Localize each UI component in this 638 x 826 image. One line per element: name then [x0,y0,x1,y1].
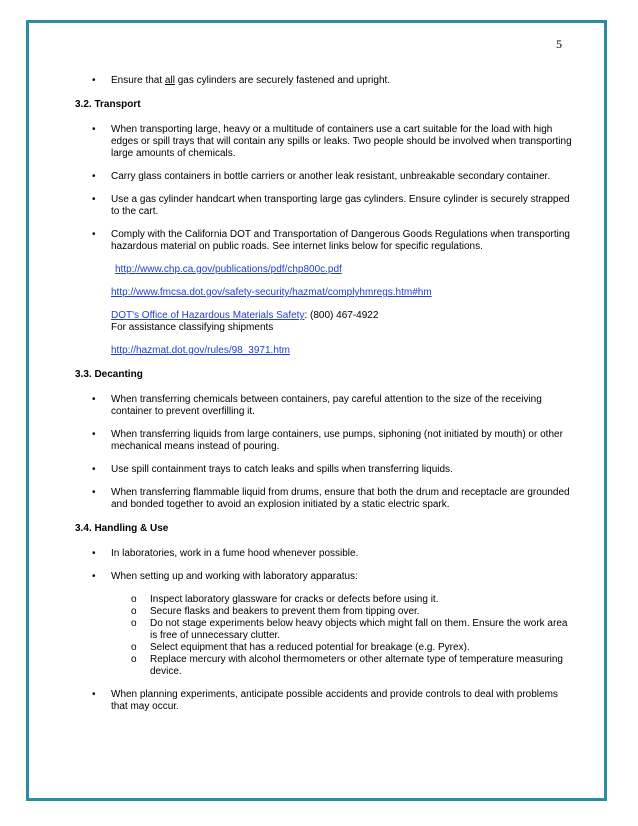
sub-item [75,654,575,678]
bullet-glyph: • [92,464,96,475]
bullet-glyph: • [92,229,96,240]
dot-note: For assistance classifying shipments [111,322,274,333]
bullet-glyph: • [92,124,96,135]
link-hazmat [75,345,575,357]
sub-item-text: Secure flasks and beakers to prevent them from tipping over. [150,606,420,617]
heading-decanting: 3.3. Decanting [75,369,143,380]
hazmat-link[interactable]: http://hazmat.dot.gov/rules/98_3971.htm [111,345,290,356]
dot-office-link[interactable]: DOT's Office of Hazardous Materials Safety [111,310,305,321]
document-body [75,75,575,713]
sub-glyph: o [131,618,137,629]
transport-bullet-text: Use a gas cylinder handcart when transporting large gas cylinders. Ensure cylinder is securely strapped to the cart. [111,194,570,217]
handling-bullet [75,689,575,713]
handling-bullet-text: In laboratories, work in a fume hood whenever possible. [111,548,359,559]
transport-bullet [75,229,575,253]
handling-bullet-text: When setting up and working with laboratory apparatus: [111,571,358,582]
bullet-text-emphasis: all [164,75,175,86]
bullet-glyph: • [92,689,96,700]
bullet-glyph: • [92,394,96,405]
transport-bullet [75,171,575,183]
decanting-bullet [75,487,575,511]
sub-glyph: o [131,654,137,665]
sub-item [75,642,575,654]
sub-item [75,618,575,642]
bullet-glyph: • [92,487,96,498]
link-chp [75,264,575,276]
decanting-bullet-text: When transferring flammable liquid from drums, ensure that both the drum and receptacle are grounded and bonded together to avoid an explosion initiated by a static electric spark. [111,487,570,510]
transport-bullet-text: Comply with the California DOT and Transportation of Dangerous Goods Regulations when transporting hazardous material on public roads. See internet links below for specific regulations. [111,229,570,252]
decanting-bullet [75,464,575,476]
decanting-bullet-text: Use spill containment trays to catch leaks and spills when transferring liquids. [111,464,453,475]
heading-transport: 3.2. Transport [75,99,141,110]
page-number: 5 [556,37,562,51]
bullet-glyph: • [92,548,96,559]
sub-item [75,606,575,618]
sub-item-text: Select equipment that has a reduced potential for breakage (e.g. Pyrex). [150,642,470,653]
link-fmcsa [75,287,575,299]
transport-bullet-text: When transporting large, heavy or a multitude of containers use a cart suitable for the load with high edges or spill trays that will contain any spills or leaks. Two people should be involved when transporting large amounts of chemicals. [111,124,572,159]
decanting-bullet-text: When transferring liquids from large containers, use pumps, siphoning (not initiated by mouth) or other mechanical means instead of pouring. [111,429,563,452]
dot-office-line [75,310,575,334]
bullet-glyph: • [92,571,96,582]
sub-glyph: o [131,642,137,653]
sub-item-text: Replace mercury with alcohol thermometers or other alternate type of temperature measuring device. [150,654,563,677]
handling-bullet [75,571,575,583]
handling-bullet [75,548,575,560]
fmcsa-link[interactable]: http://www.fmcsa.dot.gov/safety-security/hazmat/complyhmregs.htm#hm [111,287,432,298]
sub-item [75,594,575,606]
apparatus-sublist [75,594,575,678]
sub-item-text: Inspect laboratory glassware for cracks or defects before using it. [150,594,439,605]
decanting-bullet [75,394,575,418]
decanting-bullet [75,429,575,453]
transport-bullet [75,194,575,218]
sub-item-text: Do not stage experiments below heavy objects which might fall on them. Ensure the work area is free of unnecessary clutter. [150,618,568,641]
bullet-text-before: Ensure that [111,75,165,86]
heading-handling: 3.4. Handling & Use [75,523,169,534]
transport-bullet [75,124,575,160]
dot-phone: : (800) 467-4922 [304,310,379,321]
sub-glyph: o [131,606,137,617]
bullet-glyph: • [92,75,96,86]
decanting-bullet-text: When transferring chemicals between containers, pay careful attention to the size of the receiving container to prevent overfilling it. [111,394,542,417]
bullet-text-after: gas cylinders are securely fastened and upright. [174,75,391,86]
handling-bullet-text: When planning experiments, anticipate possible accidents and provide controls to deal with problems that may occur. [111,689,558,712]
bullet-glyph: • [92,171,96,182]
transport-bullet-text: Carry glass containers in bottle carriers or another leak resistant, unbreakable secondary container. [111,171,551,182]
bullet-gas-cylinders [75,75,575,87]
chp-link[interactable]: http://www.chp.ca.gov/publications/pdf/chp800c.pdf [115,264,342,275]
bullet-glyph: • [92,429,96,440]
sub-glyph: o [131,594,137,605]
bullet-glyph: • [92,194,96,205]
